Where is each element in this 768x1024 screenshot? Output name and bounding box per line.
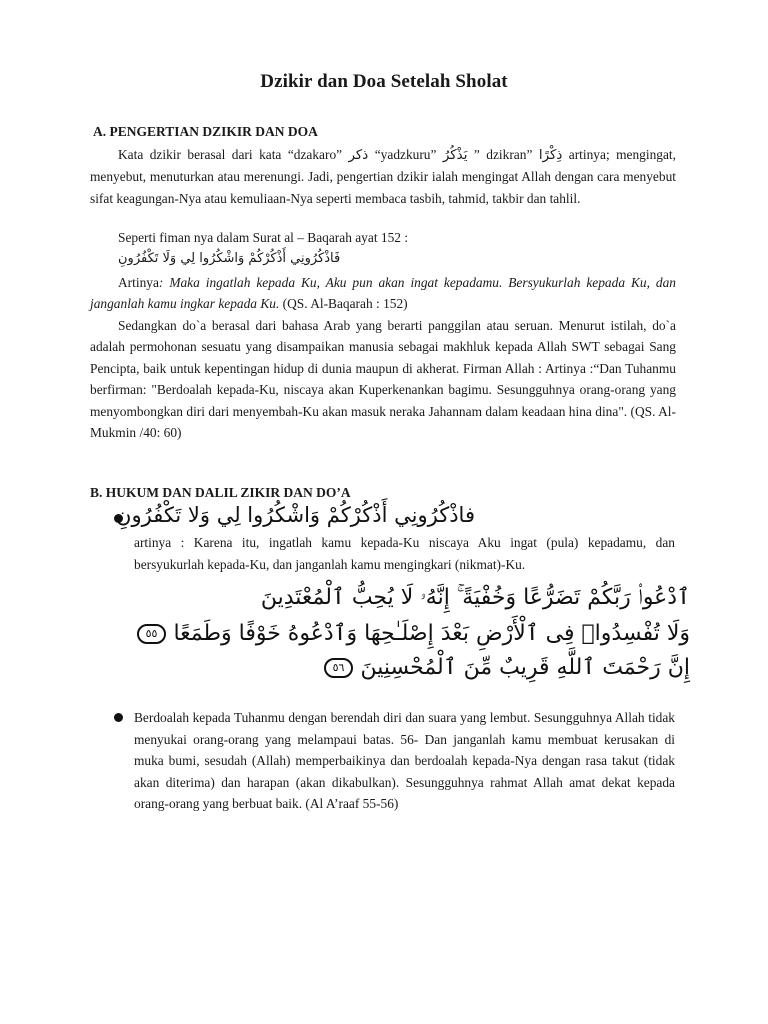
quran-verse-line2-text: وَلَا تُفْسِدُوا۟ فِى ٱلْأَرْضِ بَعْدَ إِصْلَـٰحِهَا وَٱدْعُوهُ خَوْفًا وَطَمَعًا [173, 621, 690, 646]
quran-verse-line1: ٱدْعُوا۟ رَبَّكُمْ تَضَرُّعًا وَخُفْيَةً ۚ إِنَّهُۥ لَا يُحِبُّ ٱلْمُعْتَدِينَ [260, 585, 690, 610]
bullet1-arabic-verse: فاذْكُرُونِي أَذْكُرْكُمْ وَاشْكُرُوا لِي وَلا تَكْفُرُونِ [116, 503, 475, 527]
quran-verse-line2 [110, 621, 690, 646]
ayah-number-55: ٥٥ [137, 624, 167, 644]
definition-suffix: artinya; mengingat, menyebut, menuturkan atau merenungi. Jadi, pengertian dzikir ialah mengingat Allah dengan cara menyebut sifat keagungan-Nya atau kemuliaan-Nya seperti membaca tasbih, tahmid, takbir dan tahlil. [90, 147, 676, 206]
arabic-yadzkuru: يَذْكُرُ [442, 148, 468, 163]
bullet-icon [114, 713, 123, 722]
firman-arabic-verse: فَاذْكُرُونِي أَذْكُرْكُمْ وَاشْكُرُوا لِي وَلَا تَكْفُرُونِ [118, 251, 341, 266]
artinya-translation: : Maka ingatlah kepada Ku, Aku pun akan ingat kepadamu. Bersyukurlah kepada Ku, dan janganlah kamu ingkar kepada Ku. [90, 275, 676, 312]
definition-mid2: ” dzikran” [467, 147, 539, 162]
bullet2-translation: Berdoalah kepada Tuhanmu dengan berendah diri dan suara yang lembut. Sesungguhnya Allah tidak menyukai orang-orang yang melampaui batas. 56- Dan janganlah kamu membuat kerusakan di muka bumi, sesudah (Allah) memperbaikinya dan berdoalah kepada-Nya dengan rasa takut (tidak akan diterima) dan harapan (akan dikabulkan). Sesungguhnya rahmat Allah amat dekat kepada orang-orang yang berbuat baik. (Al A’raaf 55-56) [134, 710, 675, 812]
definition-prefix: Kata dzikir berasal dari kata “dzakaro” [118, 147, 349, 162]
bullet1-meaning: artinya : Karena itu, ingatlah kamu kepada-Ku niscaya Aku ingat (pula) kepadamu, dan bersyukurlah kepada-Ku, dan janganlah kamu mengingkari (nikmat)-Ku. [134, 535, 675, 572]
definition-mid1: “yadzkuru” [368, 147, 443, 162]
artinya-paragraph [90, 272, 676, 315]
quran-verse-line3 [230, 655, 690, 680]
page-title: Dzikir dan Doa Setelah Sholat [260, 71, 508, 92]
section-b-heading: B. HUKUM DAN DALIL ZIKIR DAN DO’A [90, 485, 351, 500]
definition-paragraph [90, 144, 676, 209]
arabic-dzikran: ذِكْرًا [538, 148, 563, 163]
firman-intro: Seperti fiman nya dalam Surat al – Baqarah ayat 152 : [118, 230, 409, 245]
section-a-heading: A. PENGERTIAN DZIKIR DAN DOA [93, 124, 318, 139]
ayah-number-56: ٥٦ [324, 658, 354, 678]
arabic-dzakaro: ذكر [348, 148, 369, 163]
quran-verse-line3-text: إِنَّ رَحْمَتَ ٱللَّهِ قَرِيبٌ مِّنَ ٱلْمُحْسِنِينَ [360, 655, 690, 680]
doa-paragraph: Sedangkan do`a berasal dari bahasa Arab yang berarti panggilan atau seruan. Menurut istilah, do`a adalah permohonan sesuatu yang disampaikan manusia sebagai makhluk kepada Allah SWT sebagai Sang Pencipta, baik untuk kepentingan hidup di dunia maupun di akherat. Firman Allah : Artinya :“Dan Tuhanmu berfirman: "Berdoalah kepada-Ku, niscaya akan Kuperkenankan bagimu. Sesungguhnya orang-orang yang menyombongkan diri dari menyembah-Ku akan masuk neraka Jahannam dalam keadaan hina dina". (QS. Al-Mukmin /40: 60) [90, 318, 676, 441]
artinya-label: Artinya [118, 275, 159, 290]
artinya-reference: (QS. Al-Baqarah : 152) [279, 296, 408, 312]
